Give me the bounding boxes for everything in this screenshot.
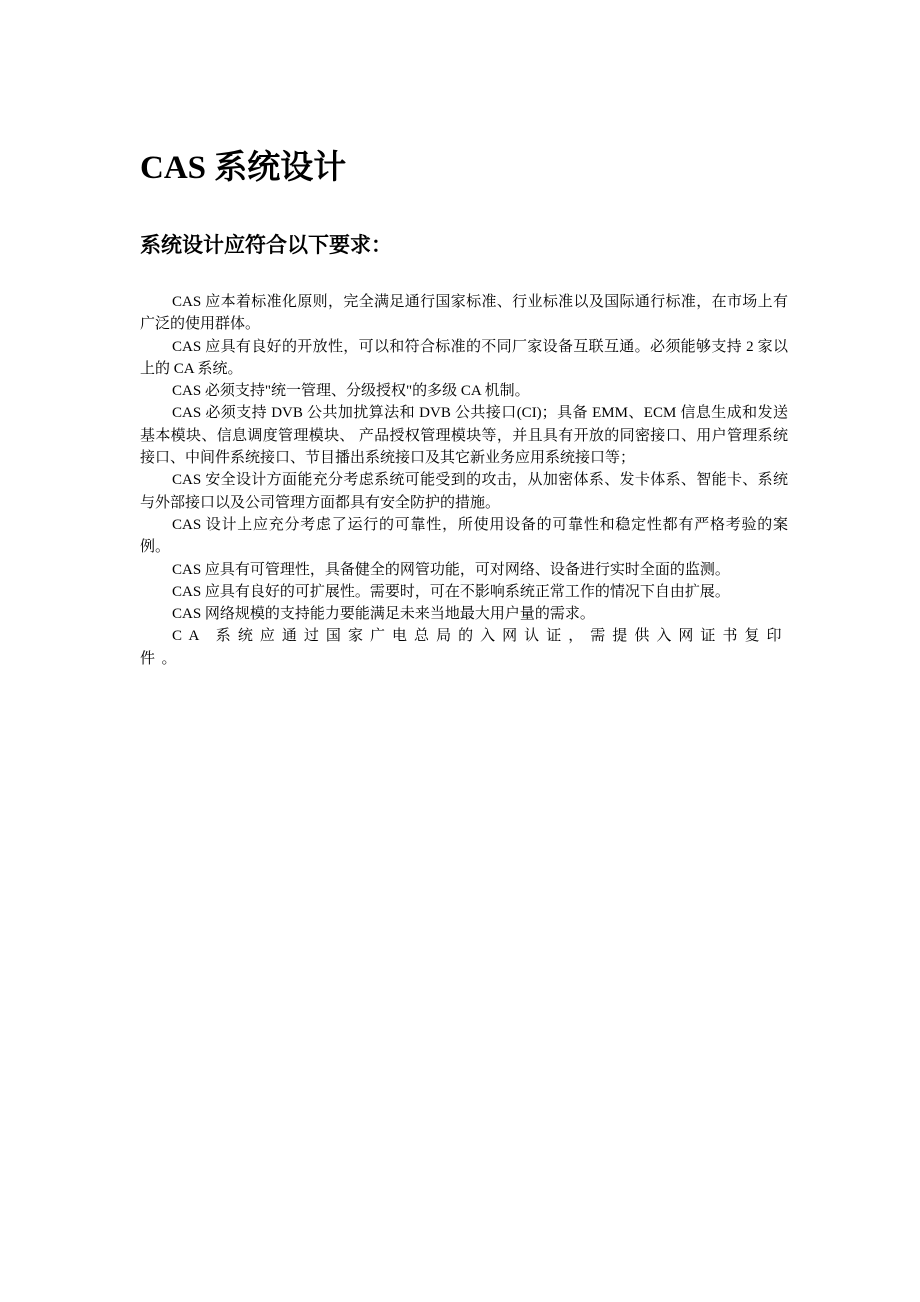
requirements-body	[140, 291, 788, 670]
requirement-paragraph: CAS 网络规模的支持能力要能满足未来当地最大用户量的需求。	[172, 606, 595, 623]
requirement-paragraph: CAS 应具有良好的开放性，可以和符合标准的不同厂家设备互联互通。必须能够支持 2 家以上的 CA 系统。	[140, 338, 788, 377]
requirement-paragraph: CAS 应具有可管理性，具备健全的网管功能，可对网络、设备进行实时全面的监测。	[172, 561, 730, 578]
requirement-paragraph: CAS 必须支持"统一管理、分级授权"的多级 CA 机制。	[172, 383, 530, 400]
document-subtitle: 系统设计应符合以下要求：	[140, 233, 392, 257]
requirement-paragraph: CAS 必须支持 DVB 公共加扰算法和 DVB 公共接口(CI)；具备 EMM、ECM 信息生成和发送基本模块、信息调度管理模块、 产品授权管理模块等，并且具有开放的同密接口、用户管理系统接口、中间件系统接口、节目播出系统接口及其它新业务应用系统接口等；	[140, 405, 788, 467]
requirement-paragraph: CAS 设计上应充分考虑了运行的可靠性，所使用设备的可靠性和稳定性都有严格考验的案例。	[140, 516, 788, 556]
requirement-paragraph: CAS 安全设计方面能充分考虑系统可能受到的攻击，从加密体系、发卡体系、智能卡、系统与外部接口以及公司管理方面都具有安全防护的措施。	[140, 472, 788, 511]
requirement-paragraph: CA 系统应通过国家广电总局的入网认证，需提供入网证书复印件。	[140, 628, 788, 667]
requirement-paragraph: CAS 应具有良好的可扩展性。需要时，可在不影响系统正常工作的情况下自由扩展。	[172, 583, 730, 600]
requirement-paragraph: CAS 应本着标准化原则，完全满足通行国家标准、行业标准以及国际通行标准，在市场上有广泛的使用群体。	[140, 294, 788, 333]
document-title: CAS 系统设计	[140, 150, 347, 186]
